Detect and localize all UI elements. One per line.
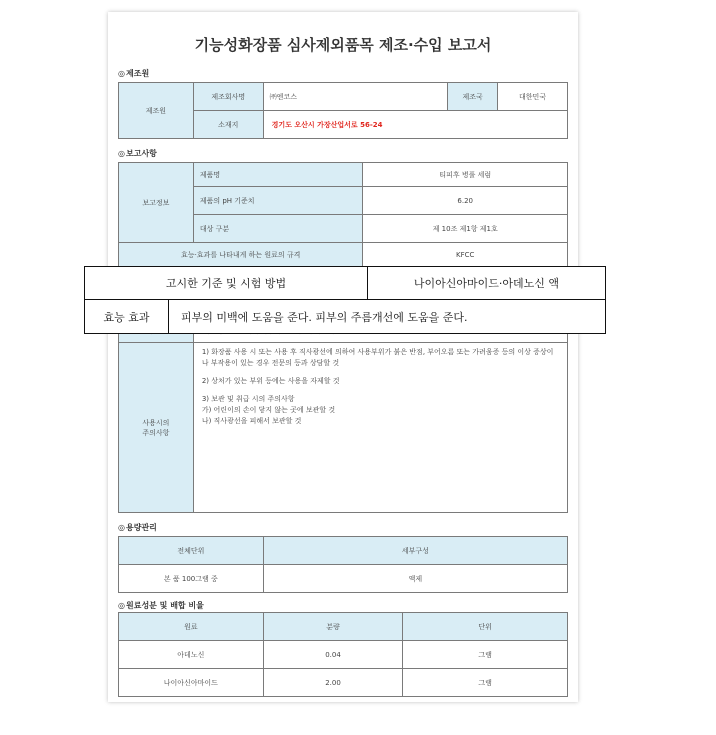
company-label: 제조회사명	[193, 83, 263, 111]
ph-label: 제품의 pH 기준치	[193, 187, 363, 215]
ingredients-header: 원료	[119, 613, 264, 641]
category-value: 제 10조 제1항 제1호	[363, 215, 568, 243]
company-value: ㈜엔코스	[263, 83, 448, 111]
ingredient-unit: 그램	[403, 669, 568, 697]
capacity-col-detail: 세부구성	[263, 537, 567, 565]
section-report: ◎ 보고사항	[118, 148, 157, 159]
section-manufacturer: ◎ 제조원	[118, 68, 149, 79]
product-name-label: 제품명	[193, 163, 363, 187]
caution-label: 사용시의 주의사항	[119, 343, 194, 513]
ingredient-amount: 2.00	[263, 669, 403, 697]
spec-value: KFCC	[363, 243, 568, 267]
ingredient-amount: 0.04	[263, 641, 403, 669]
ingredient-name: 아데노신	[119, 641, 264, 669]
section-ingredients: ◎ 원료성분 및 배합 비율	[118, 600, 204, 611]
ingredient-unit: 그램	[403, 641, 568, 669]
caution-item-3: 3) 보관 및 취급 시의 주의사항	[201, 395, 295, 403]
ingredients-header: 분량	[263, 613, 403, 641]
caution-item-3b: 나) 직사광선을 피해서 보관할 것	[201, 417, 302, 425]
manufacturer-label: 제조원	[119, 83, 194, 139]
caution-item-1: 1) 화장품 사용 시 또는 사용 후 직사광선에 의하여 사용부위가 붉은 반점, 부어오름 또는 가려움증 등의 이상 증상이나 부작용이 있는 경우 전문의 등과 상담할 것	[201, 348, 554, 367]
country-value: 대한민국	[498, 83, 568, 111]
effect-value: 피부의 미백에 도움을 준다. 피부의 주름개선에 도움을 준다.	[181, 310, 468, 324]
test-method-value: 나이아신아마이드·아데노신 액	[413, 277, 560, 290]
table-row	[119, 669, 568, 697]
caution-item-2: 2) 상처가 있는 부위 등에는 사용을 자제할 것	[201, 377, 340, 385]
caution-text	[193, 343, 567, 513]
country-label: 제조국	[448, 83, 498, 111]
capacity-unit-value: 본 품 100그램 중	[119, 565, 264, 593]
report-table	[118, 162, 568, 513]
capacity-detail-value: 액제	[263, 565, 567, 593]
test-method-overlay	[84, 266, 606, 300]
caution-item-3a: 가) 어린이의 손이 닿지 않는 곳에 보관할 것	[201, 406, 336, 414]
effect-overlay	[84, 300, 606, 334]
document-title: 기능성화장품 심사제외품목 제조·수입 보고서	[194, 36, 492, 54]
capacity-col-unit: 전체단위	[119, 537, 264, 565]
table-row	[119, 641, 568, 669]
ingredient-name: 나이아신아마이드	[119, 669, 264, 697]
spec-label: 효능·효과를 나타내게 하는 원료의 규격	[119, 243, 363, 267]
product-name-value: 티피후 병풀 세럼	[363, 163, 568, 187]
manufacturer-table	[118, 82, 568, 139]
test-method-label: 고시한 기준 및 시험 방법	[85, 267, 368, 299]
effect-label: 효능 효과	[85, 300, 169, 333]
ph-value: 6.20	[363, 187, 568, 215]
report-group-label: 보고정보	[119, 163, 194, 243]
ingredients-header: 단위	[403, 613, 568, 641]
section-capacity: ◎ 용량관리	[118, 522, 157, 533]
address-value: 경기도 오산시 가장산업서로 56-24	[263, 111, 567, 139]
report-sheet	[108, 12, 578, 702]
capacity-table	[118, 536, 568, 593]
address-label: 소재지	[193, 111, 263, 139]
ingredients-table	[118, 612, 568, 697]
category-label: 대상 구분	[193, 215, 363, 243]
